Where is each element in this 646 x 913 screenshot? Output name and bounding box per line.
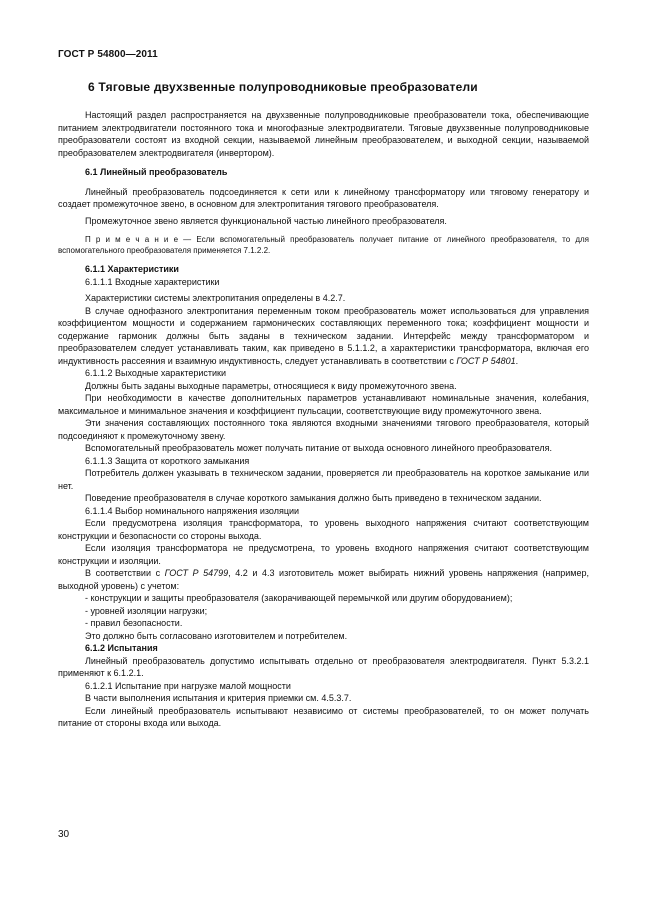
clause-heading: 6.1.1.2 Выходные характеристики — [85, 368, 227, 378]
paragraph-text: В случае однофазного электропитания переменным током преобразователь может использоваться для управления коэффициентом мощности и содержанием гармонических составляющих переменного тока; коэффициент мощности и содержание гармоник должны быть заданы в техническом задании. Интерфейс между трансформатором и преобразователем следует устанавливать таким, как приведено в 5.1.1.2, а характеристики трансформатора, включая его индуктивность рассеяния и взаимную индуктивность, следует устанавливать в соответствии с — [58, 305, 589, 366]
standard-reference: ГОСТ Р 54799 — [164, 568, 229, 578]
clause-heading: 6.1.1.1 Входные характеристики — [85, 276, 220, 287]
list-item: - уровней изоляции нагрузки; — [85, 605, 208, 616]
list-item: - конструкции и защиты преобразователя (закорачивающей перемычкой или другим оборудованием); — [85, 593, 513, 603]
paragraph-text: . — [515, 355, 519, 366]
clause-heading: 6.1.2.1 Испытание при нагрузке малой мощности — [85, 680, 291, 691]
paragraph: Если изоляция трансформатора не предусмотрена, то уровень входного напряжения считают соответствующим конструкции и изоляции. — [58, 543, 589, 566]
paragraph: При необходимости в качестве дополнительных параметров устанавливают номинальные значения, колебания, максимальное и минимальное значения и коэффициент пульсации, соответствующие виду промежуточного звена. — [58, 393, 589, 416]
paragraph — [58, 567, 589, 592]
paragraph: Линейный преобразователь подсоединяется к сети или к линейному трансформатору или тяговому генератору и создает промежуточное звено, в основном для электропитания тягового преобразователя. — [58, 186, 589, 209]
paragraph-text: , 4.2 и 4.3 изготовитель может выбирать нижний уровень напряжения (например, выходной уровень) с учетом: — [58, 568, 589, 591]
standard-reference: ГОСТ Р 54801 — [456, 355, 516, 366]
paragraph: В части выполнения испытания и критерия приемки см. 4.5.3.7. — [85, 693, 352, 703]
paragraph: Характеристики системы электропитания определены в 4.2.7. — [85, 293, 346, 303]
paragraph: Если линейный преобразователь испытывают независимо от системы преобразователей, то он может получать питание от стороны входа или выхода. — [58, 705, 589, 728]
paragraph — [58, 305, 589, 368]
page-number: 30 — [58, 829, 70, 840]
paragraph: Линейный преобразователь допустимо испытывать отдельно от преобразователя электродвигателя. Пункт 5.3.2.1 применяют к 6.1.2.1. — [58, 655, 589, 678]
paragraph: Должны быть заданы выходные параметры, относящиеся к виду промежуточного звена. — [85, 380, 457, 391]
standard-code-header: ГОСТ Р 54800—2011 — [58, 49, 158, 60]
paragraph: Это должно быть согласовано изготовителем и потребителем. — [85, 630, 348, 641]
paragraph: Промежуточное звено является функциональной частью линейного преобразователя. — [85, 215, 447, 226]
section-title: 6 Тяговые двухзвенные полупроводниковые преобразователи — [88, 80, 478, 94]
paragraph: Поведение преобразователя в случае короткого замыкания должно быть приведено в техническом задании. — [85, 493, 542, 503]
clause-heading: 6.1.1.3 Защита от короткого замыкания — [85, 455, 250, 466]
clause-heading: 6.1.1.4 Выбор номинального напряжения изоляции — [85, 505, 300, 516]
subsection-heading: 6.1 Линейный преобразователь — [85, 167, 228, 177]
paragraph: Вспомогательный преобразователь может получать питание от выхода основного линейного преобразователя. — [85, 443, 553, 453]
subsection-heading: 6.1.1 Характеристики — [85, 264, 179, 274]
paragraph: Если предусмотрена изоляция трансформатора, то уровень выходного напряжения считают соответствующим конструкции и безопасности со стороны выхода. — [58, 518, 589, 541]
paragraph: Настоящий раздел распространяется на двухзвенные полупроводниковые преобразователи тока, обеспечивающие питанием электродвигатели постоянного тока и многофазные электродвигатели. Тяговые двухзвенные полупроводниковые преобразователи состоят из входной секции, называемой линейным преобразователем, и выходной секции, называемой преобразователем электродвигателя (инвертором). — [58, 110, 589, 158]
paragraph-text: В соответствии с — [85, 568, 165, 578]
paragraph: Потребитель должен указывать в техническом задании, проверяется ли преобразователь на короткое замыкание или нет. — [58, 468, 589, 491]
paragraph: Эти значения составляющих постоянного тока являются входными значениями тягового преобразователя, который подсоединяют к промежуточному звену. — [58, 418, 589, 441]
body-text — [58, 109, 589, 730]
note: П р и м е ч а н и е — Если вспомогательный преобразователь получает питание от линейного преобразователя, то для вспомогательного преобразователя применяется 7.1.2.2. — [58, 235, 589, 255]
list-item: - правил безопасности. — [85, 618, 183, 628]
subsection-heading: 6.1.2 Испытания — [85, 643, 158, 653]
